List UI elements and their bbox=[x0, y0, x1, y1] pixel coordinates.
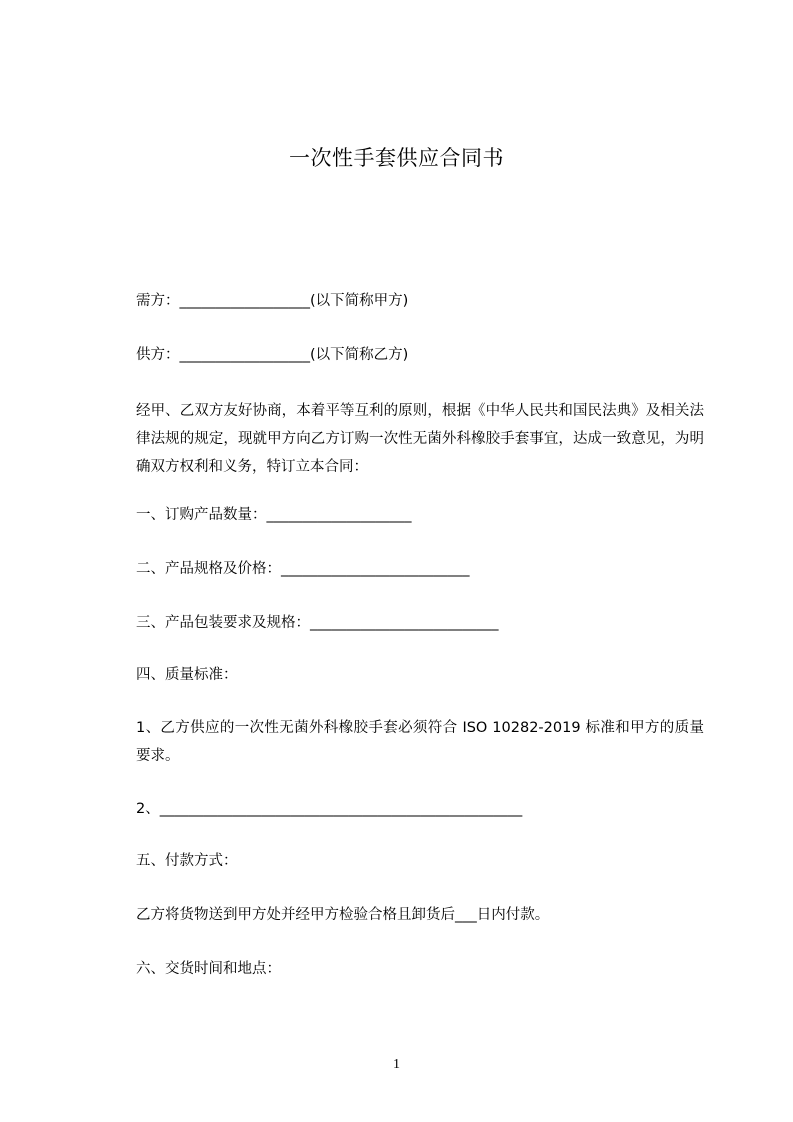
clause-4-heading: 四、质量标准： bbox=[136, 667, 238, 683]
clause-6-heading: 六、交货时间和地点： bbox=[136, 961, 281, 977]
clause-1-quantity: 一、订购产品数量：____________________ bbox=[136, 507, 412, 523]
buyer-line: 需方：__________________(以下简称甲方) bbox=[136, 293, 409, 309]
document-title: 一次性手套供应合同书 bbox=[289, 146, 504, 170]
clause-2-spec-price: 二、产品规格及价格：__________________________ bbox=[136, 561, 470, 577]
clause-4-item-1: 1、乙方供应的一次性无菌外科橡胶手套必须符合 ISO 10282-2019 标准和甲方的质量要求。 bbox=[136, 720, 704, 764]
preamble-paragraph: 经甲、乙双方友好协商，本着平等互利的原则，根据《中华人民共和国民法典》及相关法律法规的规定，现就甲方向乙方订购一次性无菌外科橡胶手套事宜，达成一致意见，为明确双方权利和义务，特订立本合同： bbox=[136, 403, 704, 475]
clause-5-text: 乙方将货物送到甲方处并经甲方检验合格且卸货后___日内付款。 bbox=[136, 907, 550, 923]
clause-5-heading: 五、付款方式： bbox=[136, 853, 238, 869]
page-number: 1 bbox=[393, 1057, 400, 1072]
clause-4-item-2: 2、__________________________________________________ bbox=[136, 801, 523, 817]
supplier-line: 供方：__________________(以下简称乙方) bbox=[136, 347, 409, 363]
clause-3-packaging: 三、产品包装要求及规格：__________________________ bbox=[136, 615, 499, 631]
